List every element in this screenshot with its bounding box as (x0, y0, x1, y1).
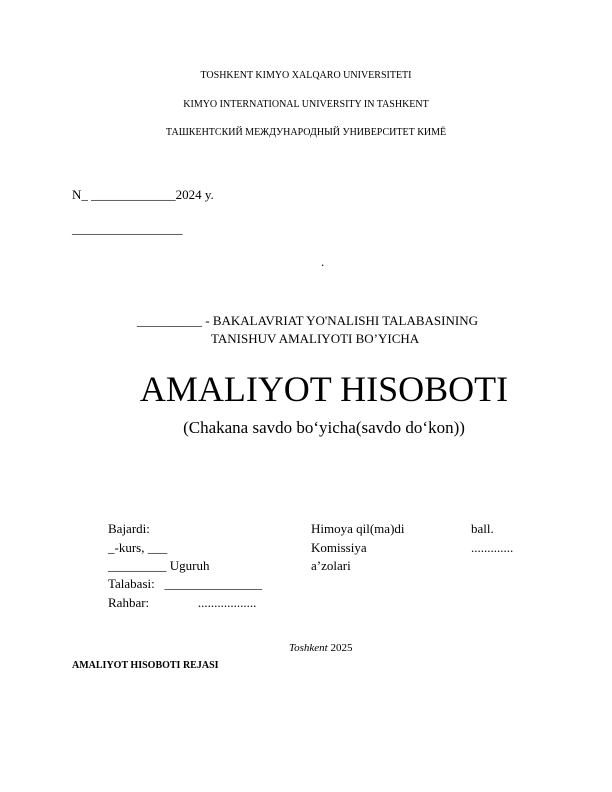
footer-city-year (289, 642, 352, 655)
ball-label: ball. (471, 521, 494, 536)
blank-line: _________________ (72, 221, 183, 236)
komissiya-dots: ............. (471, 540, 514, 555)
azolari-label: a’zolari (311, 558, 351, 573)
guruh-field: _________ Uguruh (108, 558, 210, 573)
program-line-2: TANISHUV AMALIYOTI BO’YICHA (211, 331, 420, 346)
university-name-ru: ТАШКЕНТСКИЙ МЕЖДУНАРОДНЫЙ УНИВЕРСИТЕТ КИМЁ (165, 127, 447, 138)
talabasi-field: Talabasi: _______________ (108, 576, 262, 591)
footer-year: 2025 (327, 642, 353, 654)
university-name-en: KIMYO INTERNATIONAL UNIVERSITY IN TASHKENT (183, 99, 429, 110)
page-title: AMALIYOT HISOBOTI (139, 369, 509, 409)
himoya-label: Himoya qil(ma)di (311, 521, 405, 536)
komissiya-label: Komissiya (311, 540, 367, 555)
university-name-uz: TOSHKENT KIMYO XALQARO UNIVERSITETI (200, 70, 412, 81)
kurs-field: _-kurs, ___ (108, 540, 168, 555)
dot-mark: . (321, 254, 325, 269)
plan-heading: AMALIYOT HISOBOTI REJASI (72, 660, 219, 671)
program-line-1: __________ - BAKALAVRIAT YO'NALISHI TALABASINING (137, 313, 478, 328)
page-subtitle: (Chakana savdo bo‘yicha(savdo do‘kon)) (183, 418, 465, 437)
footer-city: Toshkent (289, 642, 328, 654)
bajardi-label: Bajardi: (108, 521, 150, 536)
document-number: N_ _____________2024 y. (72, 187, 214, 202)
rahbar-field: Rahbar: .................. (108, 595, 257, 610)
